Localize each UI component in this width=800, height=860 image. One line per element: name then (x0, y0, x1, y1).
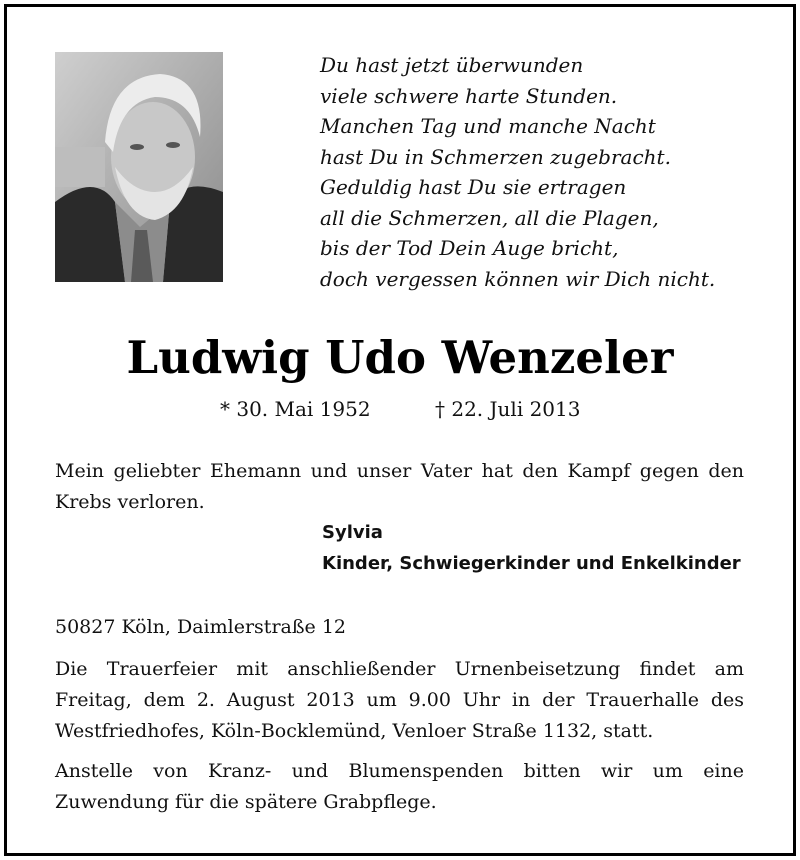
poem-line: Geduldig hast Du sie ertragen (320, 175, 627, 199)
mourner-family: Kinder, Schwiegerkinder und Enkelkinder (322, 553, 741, 574)
deceased-name: Ludwig Udo Wenzeler (126, 331, 674, 384)
portrait-image (55, 52, 223, 282)
poem (320, 50, 760, 294)
message-text: Mein geliebter Ehemann und unser Vater hat den Kampf gegen den Krebs verloren. (55, 460, 744, 513)
poem-line: doch vergessen können wir Dich nicht. (320, 266, 716, 291)
mourners (322, 517, 741, 579)
poem-line: viele schwere harte Stunden. (320, 83, 618, 108)
mourner-spouse: Sylvia (322, 522, 383, 543)
portrait-photo (55, 52, 223, 282)
ceremony-text: Die Trauerfeier mit anschließender Urnenbeisetzung findet am Freitag, dem 2. August 2013 um 9.00 Uhr in der Trauerhalle des Westfriedhofes, Köln-Bocklemünd, Venloer Straße 1132, statt. (55, 658, 744, 742)
birth-date: * 30. Mai 1952 (220, 397, 371, 421)
address-text: 50827 Köln, Daimlerstraße 12 (55, 616, 347, 638)
death-date: † 22. Juli 2013 (435, 397, 581, 421)
poem-line: bis der Tod Dein Auge bricht, (320, 236, 619, 260)
poem-line: Manchen Tag und manche Nacht (320, 114, 656, 138)
poem-line: Du hast jetzt überwunden (320, 53, 584, 77)
poem-line: all die Schmerzen, all die Plagen, (320, 205, 659, 230)
donation-text: Anstelle von Kranz- und Blumenspenden bitten wir um eine Zuwendung für die spätere Grabpflege. (55, 760, 744, 813)
poem-line: hast Du in Schmerzen zugebracht. (320, 144, 671, 169)
